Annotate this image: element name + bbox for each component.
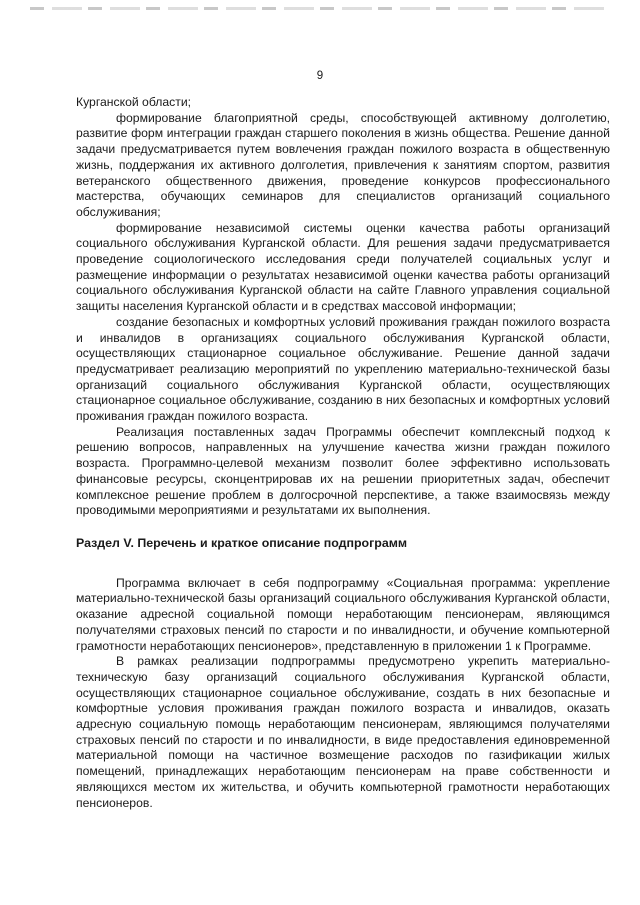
scan-artifact-line: [30, 7, 610, 10]
paragraph: Реализация поставленных задач Программы обеспечит комплексный подход к решению вопросов, направленных на улучшение качества жизни граждан пожилого возраста. Программно-целевой механизм позволит более эффективно использовать финансовые ресурсы, сконцентрировав их на решении приоритетных задач, обеспечит комплексное решение проблем в долгосрочной перспективе, а также взаимосвязь между проводимыми мероприятиями и результатами их выполнения.: [76, 424, 610, 518]
paragraph-continuation: Курганской области;: [76, 95, 192, 109]
paragraph: Программа включает в себя подпрограмму «Социальная программа: укрепление материально-технической базы организаций социального обслуживания Курганской области, оказание адресной социальной помощи неработающим пенсионерам, являющимся получателями страховых пенсий по старости и по инвалидности, и обучение компьютерной грамотности неработающих пенсионеров», представленную в приложении 1 к Программе.: [76, 575, 610, 653]
paragraph: В рамках реализации подпрограммы предусмотрено укрепить материально-техническую базу организаций социального обслуживания Курганской области, осуществляющих стационарное социальное обслуживание, создать в них безопасные и комфортные условия проживания граждан пожилого возраста и инвалидов, оказать адресную социальную помощь неработающим пенсионерам, являющимся получателями страховых пенсий по старости и по инвалидности, в виде предоставления единовременной материальной помощи на частичное возмещение расходов по газификации жилых помещений, принадлежащих неработающим пенсионерам на праве собственности и являющихся местом их жительства, и обучить компьютерной грамотности неработающих пенсионеров.: [76, 654, 610, 810]
document-body: [76, 95, 610, 811]
paragraph: формирование благоприятной среды, способствующей активному долголетию, развитие форм интеграции граждан старшего поколения в жизнь общества. Решение данной задачи предусматривается путем вовлечения граждан пожилого возраста в общественную жизнь, поддержания их активного долголетия, привлечения к занятиям спортом, развития ветеранского общественного движения, проведение конкурсов профессионального мастерства, обучающих семинаров для специалистов организаций социального обслуживания;: [76, 110, 610, 219]
paragraph: формирование независимой системы оценки качества работы организаций социального обслуживания Курганской области. Для решения задачи предусматривается проведение социологического исследования среди получателей социальных услуг и размещение информации о результатах независимой оценки качества работы организаций социального обслуживания Курганской области на сайте Главного управления социальной защиты населения Курганской области и в средствах массовой информации;: [76, 220, 610, 314]
section-heading: Раздел V. Перечень и краткое описание подпрограмм: [76, 535, 408, 550]
page-number: 9: [316, 70, 324, 82]
paragraph: создание безопасных и комфортных условий проживания граждан пожилого возраста и инвалидов в организациях социального обслуживания Курганской области, осуществляющих стационарное социальное обслуживание. Решение данной задачи предусматривает реализацию мероприятий по укреплению материально-технической базы организаций социального обслуживания Курганской области, осуществляющих стационарное социальное обслуживание, созданию в них безопасных и комфортных условий проживания граждан пожилого возраста.: [76, 314, 610, 424]
